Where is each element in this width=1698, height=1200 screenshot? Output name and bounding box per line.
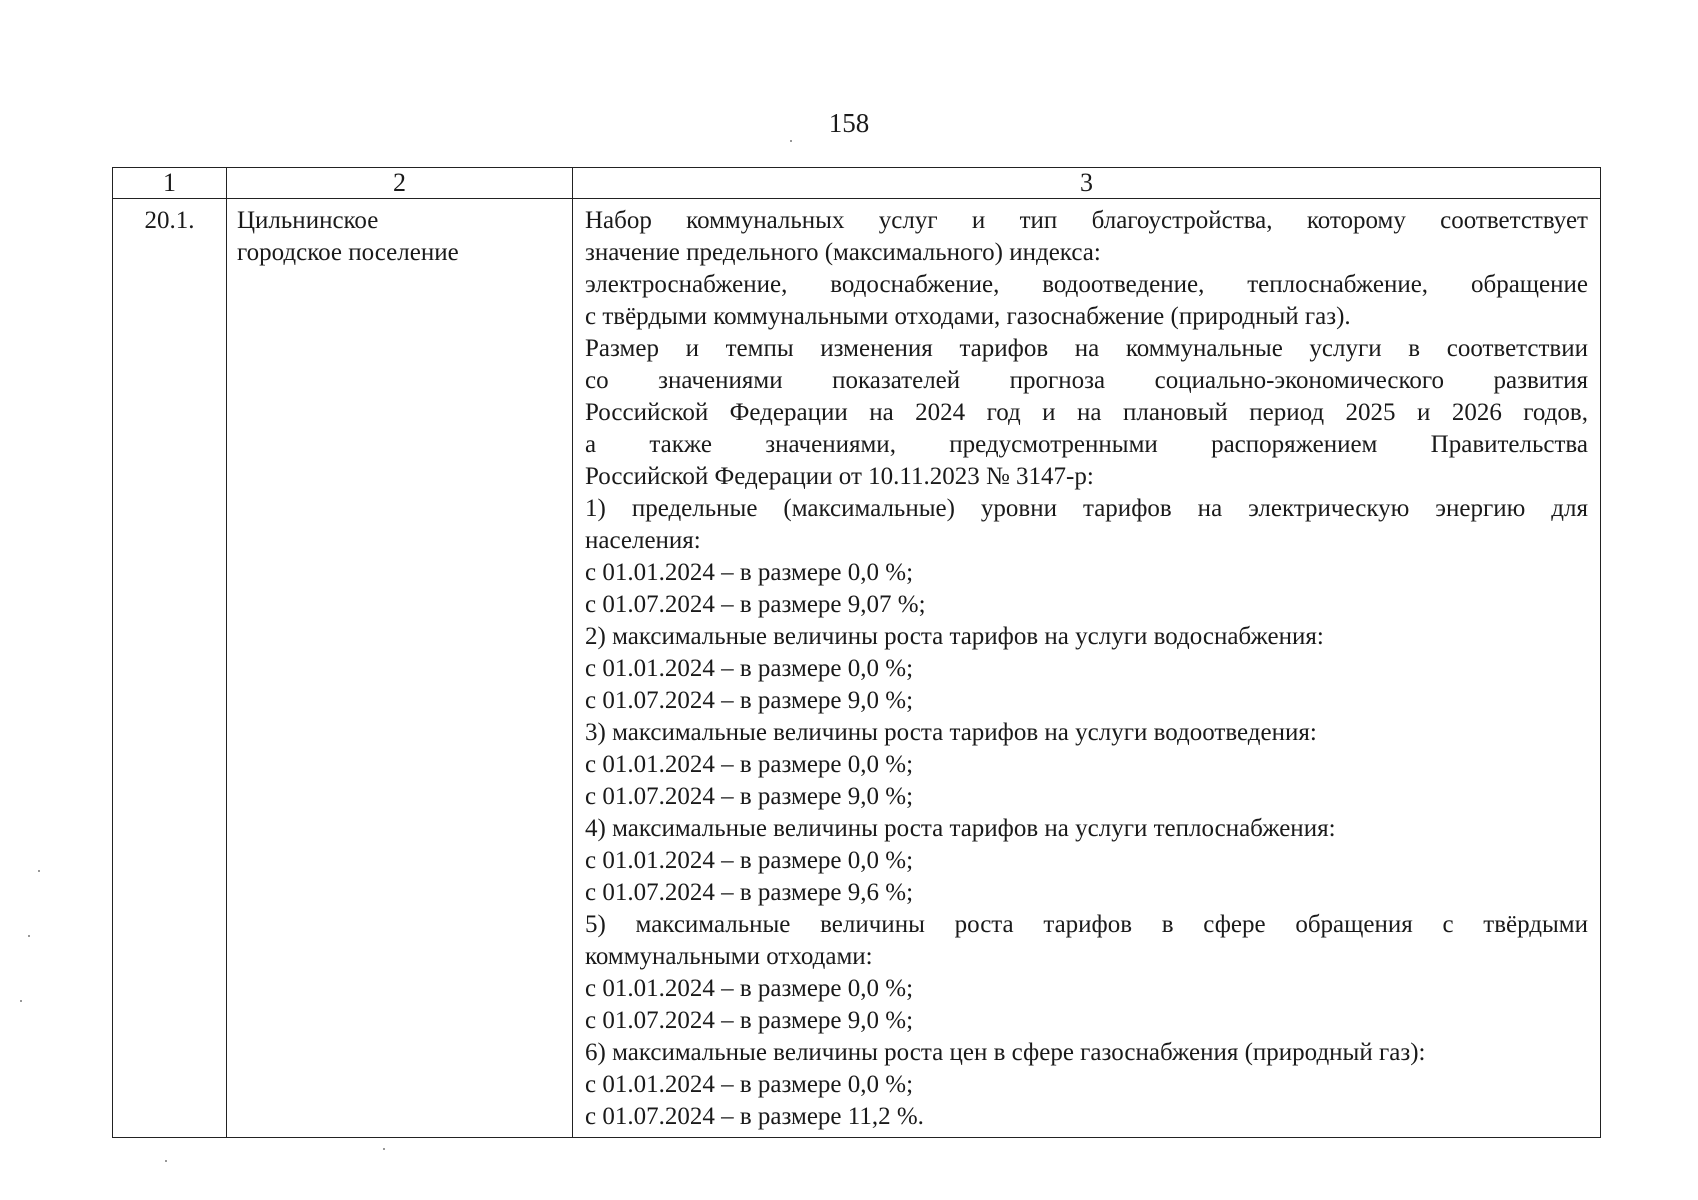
- description-line: с 01.01.2024 – в размере 0,0 %;: [585, 847, 914, 874]
- description-line: с 01.01.2024 – в размере 0,0 %;: [585, 1071, 914, 1098]
- table-header-row: [113, 168, 1601, 199]
- description-line: 1) предельные (максимальные) уровни тарифов на электрическую энергию для: [585, 495, 1588, 522]
- page-number: 158: [828, 108, 870, 138]
- scan-speck: [790, 140, 792, 142]
- description-line: с 01.07.2024 – в размере 9,0 %;: [585, 783, 914, 810]
- scan-speck: [20, 1000, 22, 1002]
- description-line: Размер и темпы изменения тарифов на коммунальные услуги в соответствии: [585, 335, 1588, 362]
- description-line: с 01.07.2024 – в размере 9,0 %;: [585, 687, 914, 714]
- description-line: с 01.07.2024 – в размере 9,6 %;: [585, 879, 914, 906]
- description-line: коммунальными отходами:: [585, 943, 873, 970]
- description-line: электроснабжение, водоснабжение, водоотведение, теплоснабжение, обращение: [585, 271, 1588, 298]
- description-line: с 01.07.2024 – в размере 11,2 %.: [585, 1103, 924, 1130]
- description-line: а также значениями, предусмотренными распоряжением Правительства: [585, 431, 1588, 458]
- description-line: со значениями показателей прогноза социально-экономического развития: [585, 367, 1588, 394]
- description-line: с 01.01.2024 – в размере 0,0 %;: [585, 655, 914, 682]
- description-line: 3) максимальные величины роста тарифов на услуги водоотведения:: [585, 719, 1317, 746]
- scan-speck: [28, 935, 30, 937]
- description-line: с 01.07.2024 – в размере 9,0 %;: [585, 1007, 914, 1034]
- description-line: 5) максимальные величины роста тарифов в сфере обращения с твёрдыми: [585, 911, 1588, 938]
- header-cell-3: 3: [573, 168, 1601, 199]
- description-line: 4) максимальные величины роста тарифов на услуги теплоснабжения:: [585, 815, 1336, 842]
- description-line: с 01.01.2024 – в размере 0,0 %;: [585, 975, 914, 1002]
- description-line: значение предельного (максимального) индекса:: [585, 239, 1101, 266]
- header-cell-1: 1: [113, 168, 227, 199]
- description-line: 6) максимальные величины роста цен в сфере газоснабжения (природный газ):: [585, 1039, 1426, 1066]
- description-line: с 01.01.2024 – в размере 0,0 %;: [585, 559, 914, 586]
- settlement-name-line: городское поселение: [237, 239, 459, 266]
- header-cell-2: 2: [227, 168, 573, 199]
- description-line: Российской Федерации на 2024 год и на плановый период 2025 и 2026 годов,: [585, 399, 1588, 426]
- description-line: Набор коммунальных услуг и тип благоустройства, которому соответствует: [585, 207, 1588, 234]
- description-line: 2) максимальные величины роста тарифов на услуги водоснабжения:: [585, 623, 1324, 650]
- description-line: населения:: [585, 527, 701, 554]
- settlement-name: [227, 199, 573, 1138]
- scan-speck: [383, 1148, 385, 1150]
- tariff-description: [573, 199, 1601, 1138]
- settlement-name-line: Цильнинское: [237, 207, 379, 234]
- description-line: с 01.07.2024 – в размере 9,07 %;: [585, 591, 926, 618]
- row-number: 20.1.: [113, 199, 227, 1138]
- description-line: с твёрдыми коммунальными отходами, газоснабжение (природный газ).: [585, 303, 1351, 330]
- scan-speck: [165, 1160, 167, 1162]
- description-line: Российской Федерации от 10.11.2023 № 3147-р:: [585, 463, 1094, 490]
- scan-speck: [38, 870, 40, 872]
- tariff-table: [112, 167, 1601, 1138]
- description-line: с 01.01.2024 – в размере 0,0 %;: [585, 751, 914, 778]
- table-row: [113, 199, 1601, 1138]
